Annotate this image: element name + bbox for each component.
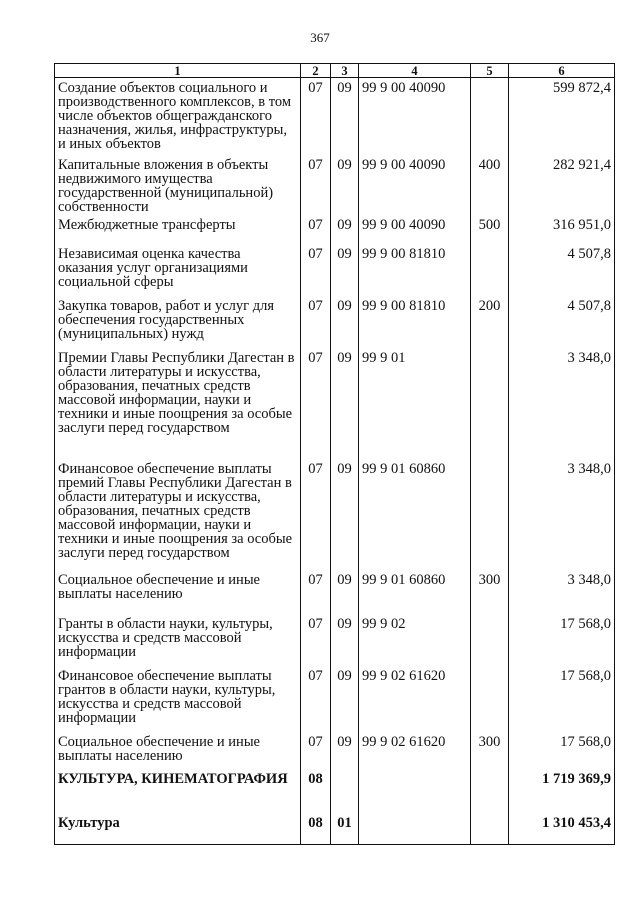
row-name-cell: Капитальные вложения в объекты недвижимого имущества государственной (муниципальной) собственности [55,155,301,215]
row-subsection-cell: 09 [331,78,359,156]
row-target-cell: 99 9 01 60860 [359,570,471,614]
row-subsection-cell: 09 [331,244,359,296]
row-target-cell: 99 9 00 40090 [359,78,471,156]
budget-table [54,63,615,845]
table-row [55,459,615,570]
row-target-cell: 99 9 00 81810 [359,244,471,296]
row-expense-type-cell [471,666,509,732]
row-sum-cell: 1 310 453,4 [509,813,615,845]
row-subsection-cell: 09 [331,348,359,459]
table-row [55,614,615,666]
row-expense-type-cell: 200 [471,296,509,348]
header-row [55,64,615,78]
table-row [55,78,615,156]
row-name-cell: Независимая оценка качества оказания услуг организациями социальной сферы [55,244,301,296]
row-name-cell: Финансовое обеспечение выплаты премий Главы Республики Дагестан в области литературы и искусства, образования, печатных средств массовой информации, науки и техники и иные поощрения за особые заслуги перед государством [55,459,301,570]
row-subsection-cell: 09 [331,155,359,215]
row-expense-type-cell [471,244,509,296]
row-target-cell [359,813,471,845]
row-expense-type-cell [471,614,509,666]
row-name-cell: Закупка товаров, работ и услуг для обеспечения государственных (муниципальных) нужд [55,296,301,348]
row-expense-type-cell [471,769,509,813]
row-subsection-cell: 09 [331,570,359,614]
row-subsection-cell: 09 [331,459,359,570]
row-section-cell: 07 [301,732,331,769]
row-name-cell: Культура [55,813,301,845]
row-section-cell: 07 [301,296,331,348]
header-cell: 5 [471,64,509,78]
row-sum-cell: 599 872,4 [509,78,615,156]
row-sum-cell: 17 568,0 [509,614,615,666]
row-target-cell: 99 9 02 [359,614,471,666]
row-subsection-cell: 09 [331,215,359,244]
row-expense-type-cell: 400 [471,155,509,215]
row-section-cell: 07 [301,244,331,296]
row-section-cell: 07 [301,215,331,244]
header-cell: 1 [55,64,301,78]
row-section-cell: 07 [301,666,331,732]
row-expense-type-cell: 300 [471,570,509,614]
row-subsection-cell: 09 [331,614,359,666]
row-section-cell: 08 [301,769,331,813]
row-name-cell: Социальное обеспечение и иные выплаты населению [55,570,301,614]
row-sum-cell: 316 951,0 [509,215,615,244]
header-cell: 4 [359,64,471,78]
header-cell: 6 [509,64,615,78]
row-target-cell: 99 9 00 40090 [359,215,471,244]
row-expense-type-cell: 500 [471,215,509,244]
row-sum-cell: 3 348,0 [509,459,615,570]
table-row [55,769,615,813]
row-target-cell: 99 9 00 81810 [359,296,471,348]
table-row [55,215,615,244]
row-sum-cell: 1 719 369,9 [509,769,615,813]
row-expense-type-cell [471,78,509,156]
row-name-cell: Межбюджетные трансферты [55,215,301,244]
row-sum-cell: 4 507,8 [509,296,615,348]
row-name-cell: Социальное обеспечение и иные выплаты населению [55,732,301,769]
row-target-cell: 99 9 01 60860 [359,459,471,570]
row-subsection-cell: 09 [331,732,359,769]
row-expense-type-cell [471,813,509,845]
row-sum-cell: 17 568,0 [509,666,615,732]
row-expense-type-cell: 300 [471,732,509,769]
row-target-cell: 99 9 02 61620 [359,666,471,732]
table-row [55,732,615,769]
row-sum-cell: 282 921,4 [509,155,615,215]
row-name-cell: Финансовое обеспечение выплаты грантов в области науки, культуры, искусства и средств массовой информации [55,666,301,732]
table-row [55,244,615,296]
row-subsection-cell: 01 [331,813,359,845]
row-sum-cell: 3 348,0 [509,348,615,459]
row-sum-cell: 4 507,8 [509,244,615,296]
row-section-cell: 07 [301,570,331,614]
row-target-cell [359,769,471,813]
table-row [55,570,615,614]
row-target-cell: 99 9 02 61620 [359,732,471,769]
row-sum-cell: 3 348,0 [509,570,615,614]
row-section-cell: 08 [301,813,331,845]
page-number: 367 [310,30,330,45]
row-subsection-cell: 09 [331,296,359,348]
row-target-cell: 99 9 01 [359,348,471,459]
row-expense-type-cell [471,459,509,570]
row-name-cell: Создание объектов социального и производственного комплексов, в том числе объектов общегражданского назначения, жилья, инфраструктуры, и иных объектов [55,78,301,156]
row-section-cell: 07 [301,155,331,215]
row-expense-type-cell [471,348,509,459]
header-cell: 3 [331,64,359,78]
table-row [55,666,615,732]
row-subsection-cell: 09 [331,666,359,732]
row-name-cell: КУЛЬТУРА, КИНЕМАТОГРАФИЯ [55,769,301,813]
table-row [55,813,615,845]
header-cell: 2 [301,64,331,78]
row-section-cell: 07 [301,614,331,666]
row-section-cell: 07 [301,348,331,459]
row-section-cell: 07 [301,78,331,156]
row-target-cell: 99 9 00 40090 [359,155,471,215]
row-name-cell: Премии Главы Республики Дагестан в области литературы и искусства, образования, печатных средств массовой информации, науки и техники и иные поощрения за особые заслуги перед государством [55,348,301,459]
table-row [55,296,615,348]
table-row [55,348,615,459]
table-row [55,155,615,215]
row-subsection-cell [331,769,359,813]
row-sum-cell: 17 568,0 [509,732,615,769]
row-name-cell: Гранты в области науки, культуры, искусства и средств массовой информации [55,614,301,666]
row-section-cell: 07 [301,459,331,570]
